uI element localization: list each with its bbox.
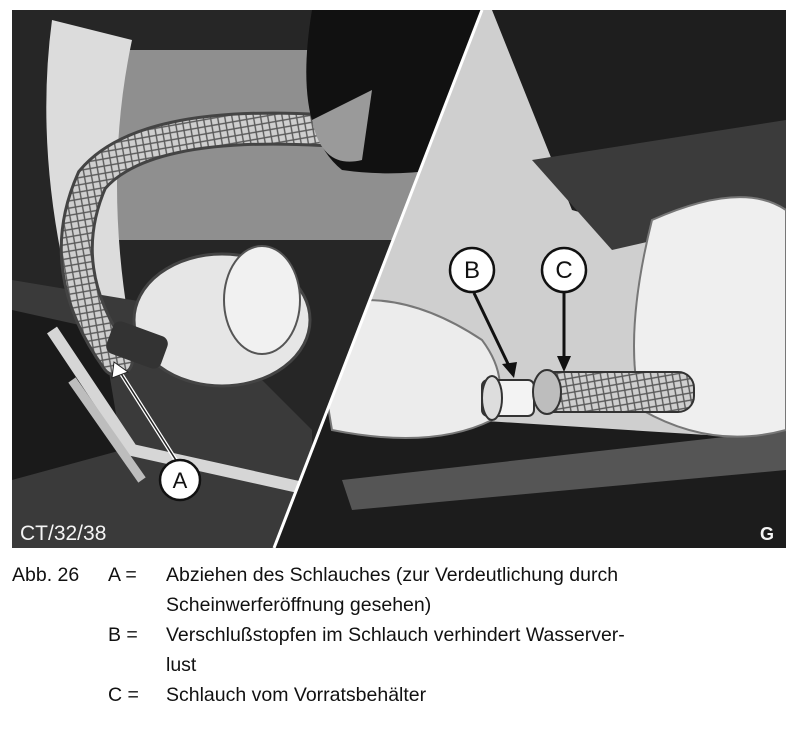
caption-key: B = <box>108 624 138 646</box>
caption-line: Abziehen des Schlauches (zur Verdeutlichung durch <box>166 564 619 586</box>
label-c: C <box>555 257 573 284</box>
caption-item-b <box>12 620 788 650</box>
caption-line: Scheinwerferöffnung gesehen) <box>166 594 432 616</box>
caption-line: Schlauch vom Vorratsbehälter <box>166 684 427 706</box>
caption-key: A = <box>108 564 137 586</box>
caption-continuation <box>12 590 788 620</box>
photo-code: CT/32/38 <box>20 522 107 545</box>
caption-continuation <box>12 650 788 680</box>
figure-number: Abb. 26 <box>12 564 80 586</box>
figure-photo <box>12 10 786 548</box>
caption-line: Verschlußstopfen im Schlauch verhindert Wasserver- <box>166 624 625 646</box>
caption-key: C = <box>108 684 139 706</box>
corner-mark: G <box>759 524 774 544</box>
caption-item-a <box>12 560 788 590</box>
caption-line: lust <box>166 654 197 676</box>
caption-key-spacer <box>108 590 166 620</box>
figure-caption <box>12 560 788 710</box>
label-b: B <box>463 257 481 284</box>
label-a: A <box>172 468 188 493</box>
photo-illustration <box>12 10 786 548</box>
caption-key-spacer <box>108 650 166 680</box>
caption-item-c <box>12 680 788 710</box>
